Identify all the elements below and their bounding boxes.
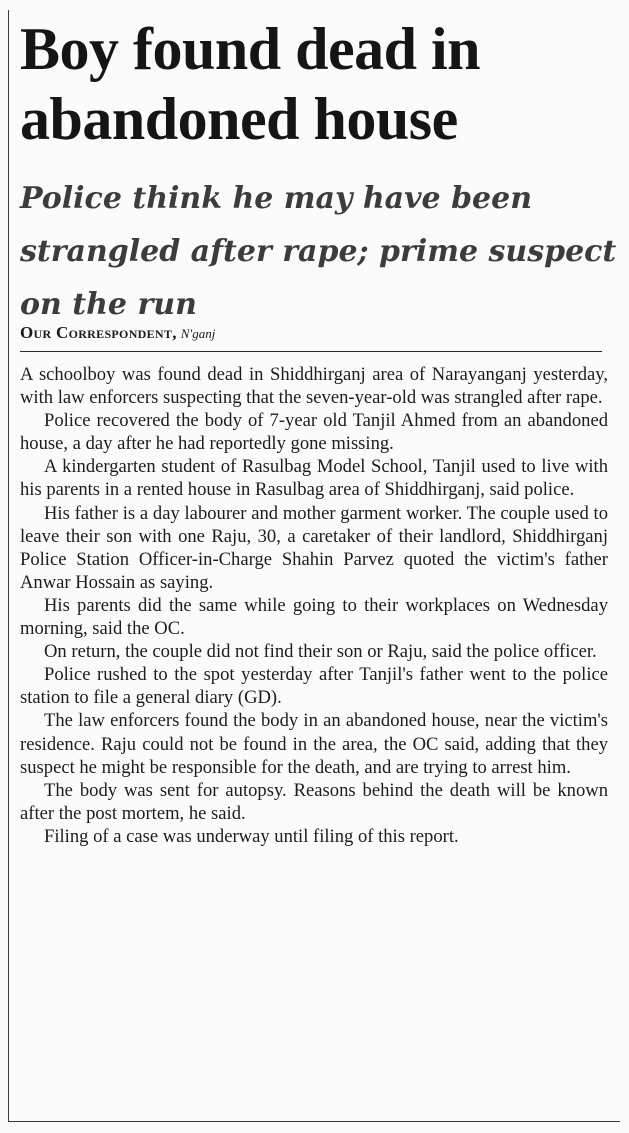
article-paragraph: Police recovered the body of 7-year old Tanjil Ahmed from an abandoned house, a day after he had reportedly gone missing. <box>20 410 608 455</box>
article-paragraph: A kindergarten student of Rasulbag Model School, Tanjil used to live with his parents in a rented house in Rasulbag area of Shiddhirganj, said police. <box>20 456 608 501</box>
bottom-column-rule <box>8 1121 620 1122</box>
article-paragraph: On return, the couple did not find their son or Raju, said the police officer. <box>44 641 597 663</box>
article-paragraph: A schoolboy was found dead in Shiddhirganj area of Narayanganj yesterday, with law enforcers suspecting that the seven-year-old was strangled after rape. <box>20 364 608 409</box>
article-paragraph: His father is a day labourer and mother garment worker. The couple used to leave their son with one Raju, 30, a caretaker of their landlord, Shiddhirganj Police Station Officer-in-Charge Shahin Parvez quoted the victim's father Anwar Hossain as saying. <box>20 502 608 593</box>
article-headline: Boy found dead in abandoned house <box>20 16 481 152</box>
article-paragraph: Filing of a case was underway until filing of this report. <box>44 825 459 847</box>
article-paragraph: Police rushed to the spot yesterday after Tanjil's father went to the police station to file a general diary (GD). <box>20 664 608 709</box>
left-column-rule <box>8 10 9 1122</box>
byline-author: Our Correspondent, <box>20 323 177 342</box>
byline-divider <box>20 351 602 352</box>
article-paragraph: The body was sent for autopsy. Reasons behind the death will be known after the post mortem, he said. <box>20 779 608 824</box>
article-paragraph: His parents did the same while going to their workplaces on Wednesday morning, said the OC. <box>20 594 608 640</box>
article-paragraph: The law enforcers found the body in an abandoned house, near the victim's residence. Raju could not be found in the area, the OC said, adding that they suspect he might be responsible for the death, and are trying to arrest him. <box>20 710 608 778</box>
article-body <box>20 363 608 848</box>
byline <box>20 322 600 345</box>
byline-location: N'ganj <box>180 326 216 341</box>
article-subheadline: Police think he may have been strangled after rape; prime suspect on the run <box>20 181 617 322</box>
